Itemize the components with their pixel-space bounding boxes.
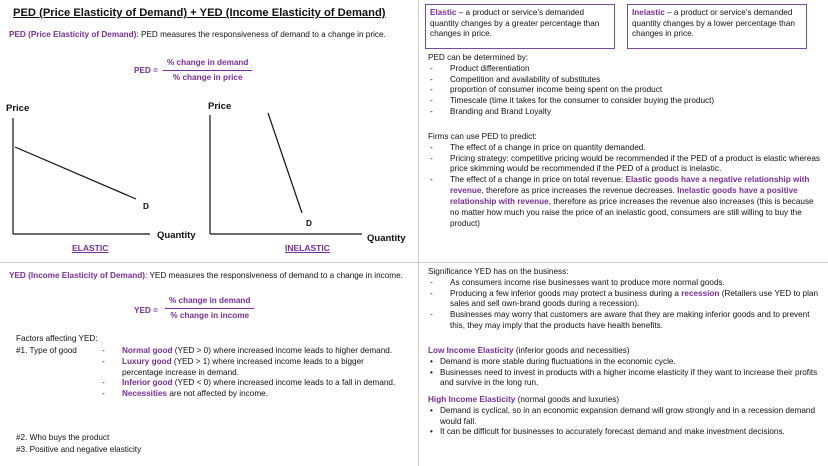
yed-definition xyxy=(9,271,409,282)
significance-item-1: - As consumers income rise businesses want to produce more normal goods. xyxy=(428,278,822,289)
ped-factor-item: - Timescale (time it takes for the consumer to consider buying the product) xyxy=(428,96,820,107)
page-title: PED (Price Elasticity of Demand) + YED (Income Elasticity of Demand) xyxy=(13,7,386,19)
ped-factors-heading: PED can be determined by: xyxy=(428,53,529,62)
high-income-note: (normal goods and luxuries) xyxy=(515,395,620,404)
firms-item-2: - Pricing strategy: competitive pricing would be recommended if the PED of a product is elastic whereas price skimming would be recommended if the PED of a product is inelastic. xyxy=(428,154,820,176)
yed-denominator: % change in income xyxy=(170,310,250,320)
ped-factor-item: - Branding and Brand Loyalty xyxy=(428,107,820,118)
inelastic-x-label: Quantity xyxy=(367,233,406,244)
high-income-item: • It can be difficult for businesses to accurately forecast demand and make investment decisions. xyxy=(428,427,822,438)
necessities-item xyxy=(100,389,405,400)
significance-item-3: - Businesses may worry that customers are aware that they are making inferior goods and to prevent this, they may imply that the products have health benefits. xyxy=(428,310,822,332)
factor-type-label: #1. Type of good xyxy=(16,346,77,355)
inferior-good-text: (YED < 0) where increased income leads to a fall in demand. xyxy=(172,378,396,388)
firms-heading: Firms can use PED to predict: xyxy=(428,132,537,141)
demand-graphs xyxy=(0,0,418,262)
ped-factor-item: - Product differentiation xyxy=(428,64,820,75)
firms-item-1: - The effect of a change in price on quantity demanded. xyxy=(428,143,820,154)
ped-factor-item: - Competition and availability of substitutes xyxy=(428,75,820,86)
factor-elasticity-sign: #3. Positive and negative elasticity xyxy=(16,445,142,454)
necessities-term: Necessities xyxy=(122,389,168,399)
normal-good-text: (YED > 0) where increased income leads to higher demand. xyxy=(172,346,393,355)
elastic-revenue-highlight: Elastic goods have a negative relationship with revenue xyxy=(450,175,810,196)
normal-good-item xyxy=(100,346,405,357)
luxury-good-item xyxy=(100,357,405,379)
ped-formula-lhs: PED = xyxy=(134,66,158,75)
elastic-curve-label: D xyxy=(143,202,149,211)
yed-factors-heading: Factors affecting YED: xyxy=(16,334,98,343)
inelastic-curve-label: D xyxy=(306,219,312,228)
type-of-good-list xyxy=(100,346,405,400)
inelastic-demand-curve xyxy=(268,113,302,213)
high-income-heading xyxy=(428,395,822,406)
yed-numerator: % change in demand xyxy=(165,296,254,309)
vertical-divider xyxy=(418,0,419,466)
yed-definition-text: : YED measures the responsiveness of demand to a change in income. xyxy=(145,271,403,280)
yed-formula xyxy=(165,296,254,322)
elastic-term: Elastic xyxy=(430,8,457,17)
elastic-x-label: Quantity xyxy=(157,230,196,241)
yed-significance xyxy=(428,267,822,332)
luxury-good-text: (YED > 1) where increased income leads to a bigger percentage increase in demand. xyxy=(122,356,364,377)
firms-item-3-text: , therefore as price increases the revenue decreases. xyxy=(481,186,678,196)
ped-numerator: % change in demand xyxy=(163,58,252,71)
inelastic-text: – a product or service's demanded quantity changes by a lower percentage than changes in price. xyxy=(632,8,795,39)
elastic-y-label: Price xyxy=(6,103,30,114)
high-income-term: High Income Elasticity xyxy=(428,395,516,404)
ped-denominator: % change in price xyxy=(172,72,243,82)
low-income-heading xyxy=(428,346,822,357)
yed-term: YED (Income Elasticity of Demand) xyxy=(9,271,146,280)
firms-predict xyxy=(428,132,820,229)
recession-highlight: recession xyxy=(681,288,720,298)
elastic-definition-box xyxy=(425,4,615,49)
low-income-note: (inferior goods and necessities) xyxy=(513,346,630,355)
firms-item-3 xyxy=(428,175,820,229)
firms-item-3-text: , therefore as price increases the revenue also increases (this is because no matter how much you raise the price of an inelastic good, consumers are still willing to buy the product) xyxy=(450,196,814,228)
inferior-good-item xyxy=(100,378,405,389)
normal-good-term: Normal good xyxy=(122,346,173,355)
high-income-section xyxy=(428,395,822,438)
elastic-demand-curve xyxy=(15,147,136,199)
inelastic-caption: INELASTIC xyxy=(285,243,330,253)
firms-item-3-text: The effect of a change in price on total revenue: xyxy=(450,175,626,185)
inferior-good-term: Inferior good xyxy=(122,378,173,388)
luxury-good-term: Luxury good xyxy=(122,356,172,366)
necessities-text: are not affected by income. xyxy=(167,389,268,399)
horizontal-divider xyxy=(0,262,828,263)
low-income-item: • Demand is more stable during fluctuations in the economic cycle. xyxy=(428,357,822,368)
elastic-caption: ELASTIC xyxy=(72,243,109,253)
significance-item-2-text: (Retailers use YED to plan sales and sell own-brand goods during a recession). xyxy=(450,288,819,309)
ped-factors xyxy=(428,53,820,118)
high-income-item: • Demand is cyclical, so in an economic expansion demand will grow strongly and in a recession demand would fall. xyxy=(428,406,822,428)
ped-term: PED (Price Elasticity of Demand) xyxy=(9,30,137,39)
ped-definition-text: : PED measures the responsiveness of demand to a change in price. xyxy=(136,30,386,39)
ped-factor-item: - proportion of consumer income being spent on the product xyxy=(428,85,820,96)
significance-item-2-text: Producing a few inferior goods may protect a business during a xyxy=(450,288,682,298)
significance-item-2 xyxy=(428,289,822,311)
low-income-term: Low Income Elasticity xyxy=(428,346,514,355)
factor-who-buys: #2. Who buys the product xyxy=(16,433,110,442)
inelastic-y-label: Price xyxy=(208,101,232,112)
yed-formula-lhs: YED = xyxy=(134,306,158,315)
inelastic-term: Inelastic xyxy=(632,8,665,17)
low-income-item: • Businesses need to invest in products with a higher income elasticity if they want to increase their profits and survive in the long run. xyxy=(428,368,822,390)
low-income-section xyxy=(428,346,822,389)
inelastic-definition-box xyxy=(627,4,807,49)
elastic-text: – a product or service's demanded quantity changes by a greater percentage than changes in price. xyxy=(430,8,600,39)
inelastic-revenue-highlight: Inelastic goods have a positive relationship with revenue xyxy=(450,186,798,206)
significance-heading: Significance YED has on the business: xyxy=(428,267,569,276)
